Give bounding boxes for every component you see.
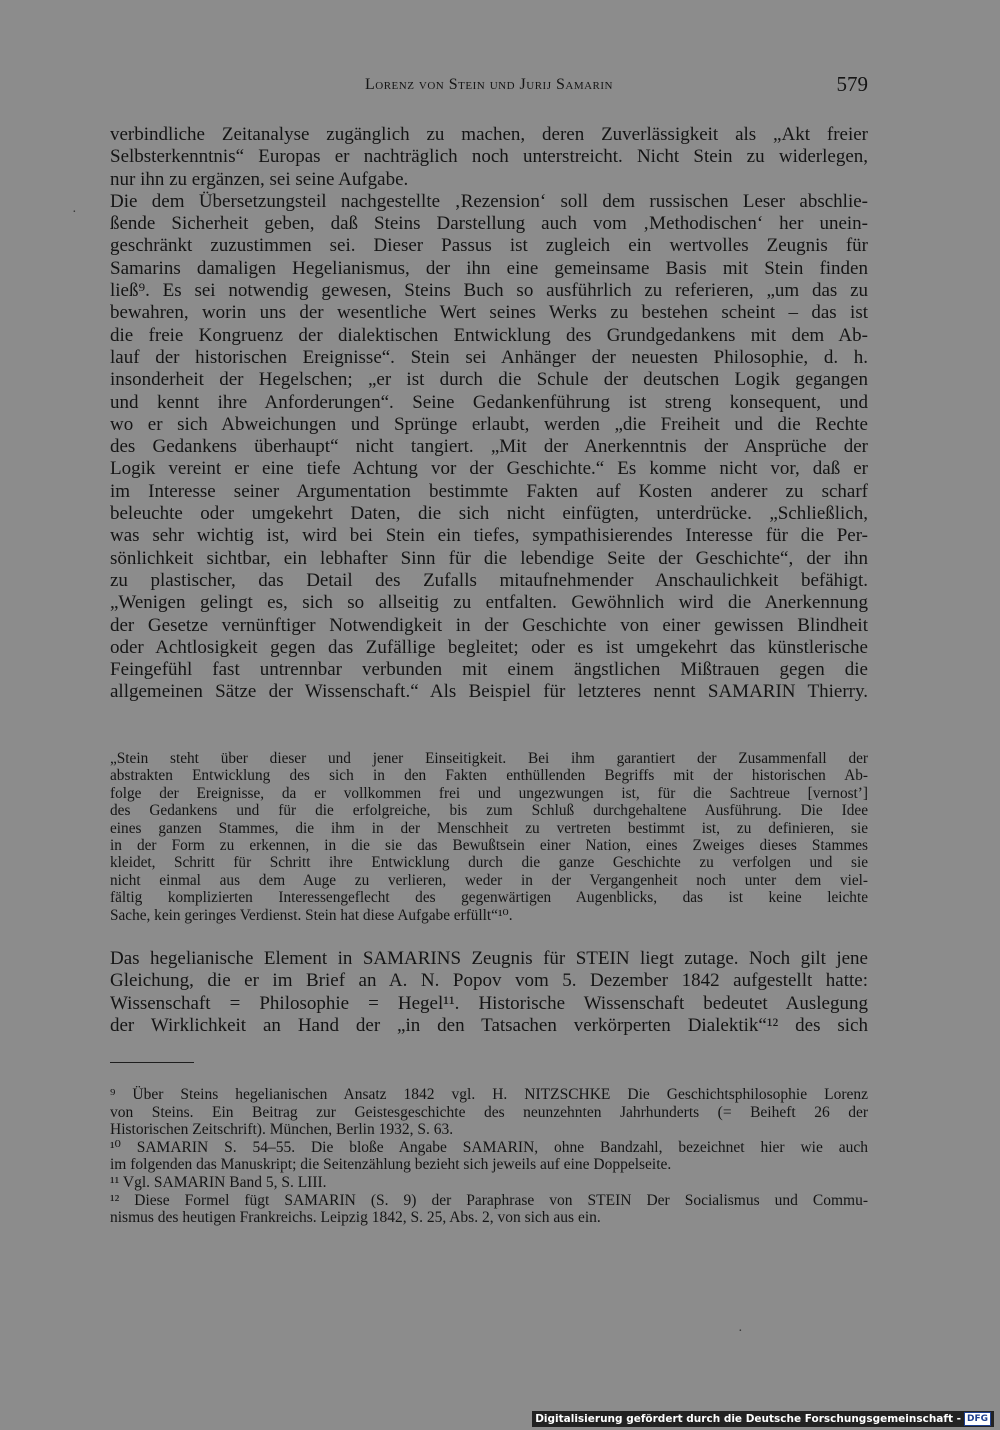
credit-text: Digitalisierung gefördert durch die Deutsche Forschungsgemeinschaft - <box>535 1413 961 1425</box>
quote-line: in der Form zu erkennen, in die sie das Bewußtsein einer Nation, eines Zweiges dieses Stammes <box>110 836 868 854</box>
text-line: Wissenschaft = Philosophie = Hegel¹¹. Historische Wissenschaft bedeutet Auslegung <box>110 992 868 1014</box>
text-line: lauf der historischen Ereignisse“. Stein sei Anhänger der neuesten Philosophie, d. h. <box>110 346 868 368</box>
quote-line: eines ganzen Stammes, die ihm in der Menschheit zu vertreten bestimmt ist, zu definieren, sie <box>110 819 868 837</box>
footnote-line: ¹² Diese Formel fügt SAMARIN (S. 9) der Paraphrase von STEIN Der Socialismus und Commu- <box>110 1191 868 1209</box>
quote-line: folge der Ereignisse, da er vollkommen frei und ungezwungen ist, für die Sachtreue [vernost’] <box>110 784 868 802</box>
footnote-line: ¹⁰ SAMARIN S. 54–55. Die bloße Angabe SAMARIN, ohne Bandzahl, bezeichnet hier wie auch <box>110 1138 868 1156</box>
text-line: oder Achtlosigkeit gegen das Zufällige begleitet; oder es ist umgekehrt das künstlerische <box>110 636 868 658</box>
text-line: und kennt ihre Anforderungen“. Seine Gedankenführung ist streng konsequent, und <box>110 391 868 413</box>
quote-line: Sache, kein geringes Verdienst. Stein hat diese Aufgabe erfüllt“¹⁰. <box>110 906 513 924</box>
text-line: Das hegelianische Element in SAMARINS Zeugnis für STEIN liegt zutage. Noch gilt jene <box>110 948 868 969</box>
quote-line: nicht einmal aus dem Auge zu verlieren, weder in der Vergangenheit noch unter dem viel- <box>110 871 868 889</box>
scan-speck: · <box>738 1324 743 1339</box>
block-quote <box>110 750 868 924</box>
footnotes <box>110 1086 868 1227</box>
running-head <box>110 72 868 102</box>
text-line: was sehr wichtig ist, wird bei Stein ein tiefes, sympathisierendes Interesse für die Per- <box>110 525 868 547</box>
quote-line: kleidet, Schritt für Schritt ihre Entwicklung durch die ganze Geschichte zu verfolgen und sie <box>110 854 868 872</box>
body-text-continued <box>110 948 868 1037</box>
quote-line: abstrakten Entwicklung des sich in den Fakten enthüllenden Begriffs mit der historischen Ab- <box>110 767 868 785</box>
text-line: insonderheit der Hegelschen; „er ist durch die Schule der deutschen Logik gegangen <box>110 369 868 391</box>
footnote-line: ¹¹ Vgl. SAMARIN Band 5, S. LIII. <box>110 1173 327 1191</box>
text-line: sönlichkeit sichtbar, ein lebhafter Sinn für die lebendige Seite der Geschichte“, der ihn <box>110 547 868 569</box>
text-line: im Interesse seiner Argumentation bestimmte Fakten auf Kosten anderer zu scharf <box>110 480 868 502</box>
running-title: Lorenz von Stein und Jurij Samarin <box>364 76 613 93</box>
text-line: nur ihn zu ergänzen, sei seine Aufgabe. <box>110 168 409 190</box>
text-line: allgemeinen Sätze der Wissenschaft.“ Als Beispiel für letzteres nennt SAMARIN Thierry. <box>110 681 868 703</box>
text-line: beleuchte oder umgekehrt Daten, die sich nicht einfügten, unterdrücke. „Schließlich, <box>110 503 868 525</box>
text-line: wo er sich Abweichungen und Sprünge erlaubt, werden „die Freiheit und die Rechte <box>110 413 868 435</box>
text-line: „Wenigen gelingt es, sich so allseitig zu entfalten. Gewöhnlich wird die Anerkennung <box>110 592 868 614</box>
text-line: verbindliche Zeitanalyse zugänglich zu machen, deren Zuverlässigkeit als „Akt freier <box>110 124 868 145</box>
text-line: Logik vereint er eine tiefe Achtung vor der Geschichte.“ Es komme nicht vor, daß er <box>110 458 868 480</box>
text-line: Gleichung, die er im Brief an A. N. Popov vom 5. Dezember 1842 aufgestellt hatte: <box>110 970 868 992</box>
footnote-line: von Steins. Ein Beitrag zur Geistesgeschichte des neunzehnten Jahrhunderts (= Beiheft 26 der <box>110 1103 868 1121</box>
text-line: Samarins damaligen Hegelianismus, der ihn eine gemeinsame Basis mit Stein finden <box>110 257 868 279</box>
text-line: zu plastischer, das Detail des Zufalls mitaufnehmender Anschaulichkeit befähigt. <box>110 569 868 591</box>
text-line: bewahren, worin uns der wesentliche Wert seines Werks zu bestehen scheint – das ist <box>110 302 868 324</box>
footnote-line: nismus des heutigen Frankreichs. Leipzig 1842, S. 25, Abs. 2, von sich aus ein. <box>110 1209 601 1227</box>
text-line: die freie Kongruenz der dialektischen Entwicklung des Grundgedankens mit dem Ab- <box>110 324 868 346</box>
text-line: der Gesetze vernünftiger Notwendigkeit in der Geschichte von einer gewissen Blindheit <box>110 614 868 636</box>
digitization-credit <box>532 1411 994 1427</box>
quote-line: „Stein steht über dieser und jener Einseitigkeit. Bei ihm garantiert der Zusammenfall der <box>110 750 868 767</box>
text-line: des Gedankens überhaupt“ nicht tangiert. „Mit der Anerkenntnis der Ansprüche der <box>110 436 868 458</box>
dfg-logo: DFG <box>964 1412 991 1426</box>
text-line: ließ⁹. Es sei notwendig gewesen, Steins Buch so ausführlich zu referieren, „um das zu <box>110 280 868 302</box>
text-line: ßende Sicherheit geben, daß Steins Darstellung auch vom ‚Methodischen‘ her unein- <box>110 213 868 235</box>
page-number: 579 <box>836 72 868 96</box>
body-text <box>110 124 868 704</box>
footnote-line: Historischen Zeitschrift). München, Berlin 1932, S. 63. <box>110 1121 454 1139</box>
text-line: Selbsterkenntnis“ Europas er nachträglich noch unterstreicht. Nicht Stein zu widerlegen, <box>110 146 868 168</box>
text-line: der Wirklichkeit an Hand der „in den Tatsachen verkörperten Dialektik“¹² des sich <box>110 1014 868 1036</box>
footnote-rule <box>110 1062 194 1063</box>
text-line: geschränkt zuzustimmen sei. Dieser Passus ist zugleich ein wertvolles Zeugnis für <box>110 235 868 257</box>
text-line: Feingefühl fast untrennbar verbunden mit einem ängstlichen Mißtrauen gegen die <box>110 659 868 681</box>
footnote-line: im folgenden das Manuskript; die Seitenzählung bezieht sich jeweils auf eine Doppelseite. <box>110 1156 672 1174</box>
scan-speck: · <box>72 205 77 220</box>
quote-line: fältig komplizierten Interessengeflecht des gegenwärtigen Augenblicks, das ist keine leichte <box>110 889 868 907</box>
quote-line: des Gedankens und für die erfolgreiche, bis zum Schluß durchgehaltene Ausführung. Die Idee <box>110 802 868 820</box>
footnote-line: ⁹ Über Steins hegelianischen Ansatz 1842 vgl. H. NITZSCHKE Die Geschichtsphilosophie Lorenz <box>110 1086 868 1103</box>
text-line: Die dem Übersetzungsteil nachgestellte ‚Rezension‘ soll dem russischen Leser abschlie- <box>110 190 868 212</box>
